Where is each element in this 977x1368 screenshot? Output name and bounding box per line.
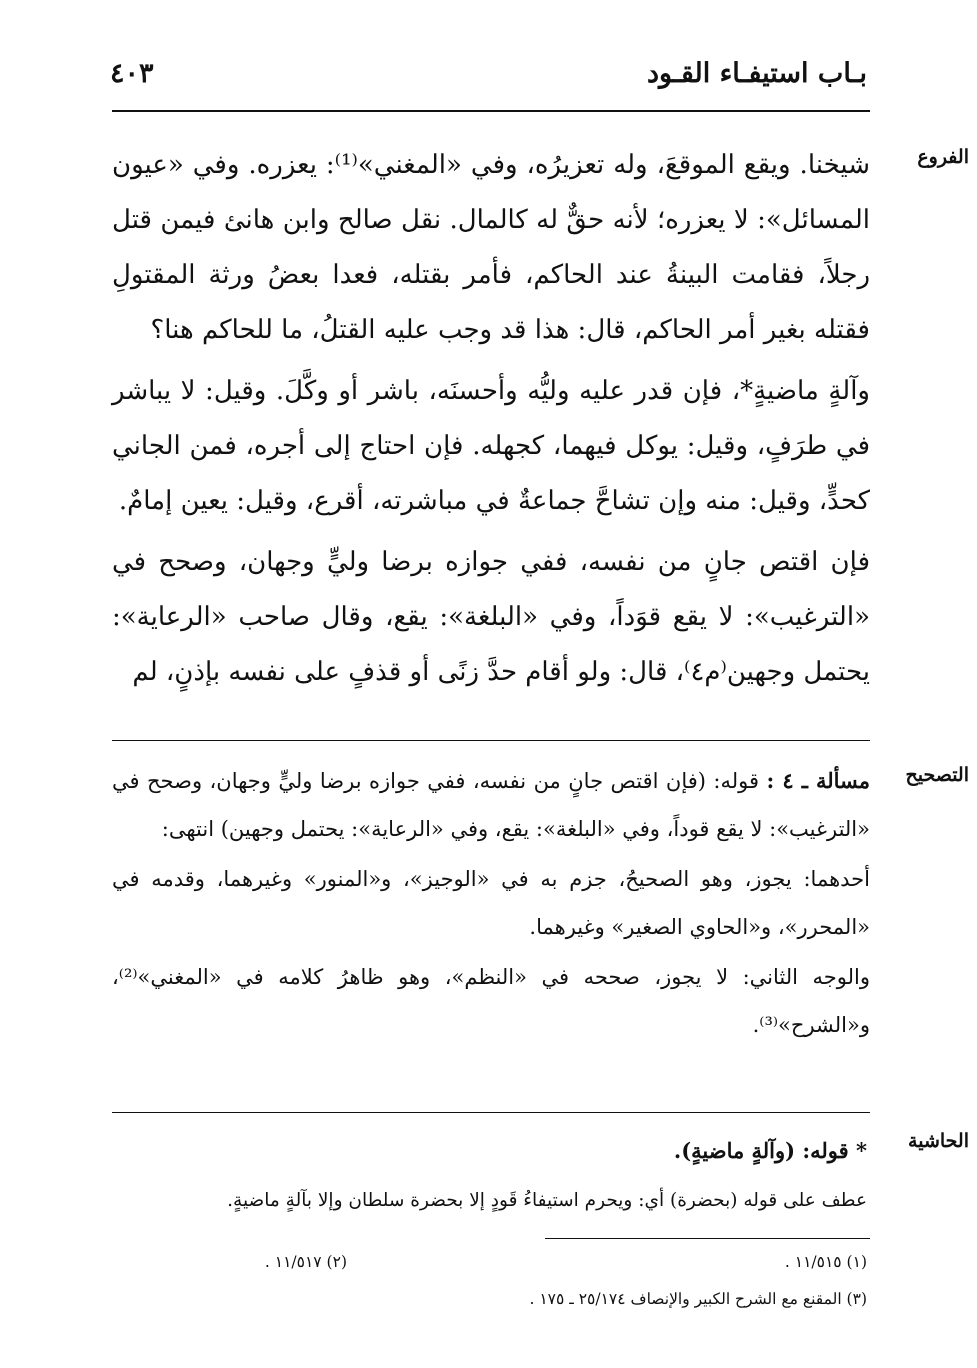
- main-paragraph: شيخنا. ويقع الموقعَ، وله تعزيرُه، وفي «المغني»⁽¹⁾: يعزره. وفي «عيون المسائل»: لا يعزره؛ لأنه حقٌّ له كالمال. نقل صالح وابن هانئ فيمن قتل رجلاً، فقامت البينةُ عند الحاكم، فأمر بقتله، فعدا بعضُ ورثة المقتولِ فقتله بغير أمر الحاكم، قال: هذا قد وجب عليه القتلُ، ما للحاكم هنا؟: [112, 150, 870, 345]
- tasheeh-text: [112, 757, 870, 1049]
- main-paragraph: فإن اقتص جانٍ من نفسه، ففي جوازه برضا وليٍّ وجهان، وصحح في «الترغيب»: لا يقع قوَداً، وفي «البلغة»: يقع، وقال صاحب «الرعاية»: يحتمل وجهين⁽م٤⁾، قال: ولو أقام حدَّ زنًى أو قذفٍ على نفسه بإذنٍ، لم: [112, 547, 870, 687]
- section-divider: [112, 1112, 870, 1113]
- running-title: بـاب استيفـاء القـود: [646, 58, 867, 89]
- page-number: ٤٠٣: [110, 58, 154, 89]
- header-rule: [112, 110, 870, 112]
- margin-label-tasheeh: التصحيح: [905, 764, 969, 786]
- tasheeh-paragraph: والوجه الثاني: لا يجوز، صححه في «النظم»، وهو ظاهرُ كلامه في «المغني»⁽²⁾، و«الشرح»⁽³⁾.: [112, 965, 870, 1037]
- masala-label: مسألة ـ ٤ :: [766, 768, 870, 793]
- main-paragraph: وآلةٍ ماضيةٍ*، فإن قدر عليه وليُّه وأحسنَه، باشر أو وكَّلَ. وقيل: لا يباشر في طرَفٍ، وقيل: يوكل فيهما، كجهله. فإن احتاج إلى أجره، فمن الجاني كحدٍّ، وقيل: منه وإن تشاحَّ جماعةٌ في مباشرته، أقرع، وقيل: يعين إمامٌ.: [112, 376, 870, 516]
- section-divider: [112, 740, 870, 741]
- main-text: [112, 138, 870, 700]
- margin-label-furu: الفروع: [917, 146, 969, 168]
- margin-label-hashiya: الحاشية: [908, 1130, 969, 1152]
- tasheeh-paragraph: مسألة ـ ٤ : قوله: (فإن اقتص جانٍ من نفسه، ففي جوازه برضا وليٍّ وجهان، وصحح في «الترغيب»: لا يقع قوداً، وفي «البلغة»: يقع، وفي «الرعاية»: يحتمل وجهين) انتهى:: [112, 768, 870, 841]
- footnote-2: (٢) ١١/٥١٧ .: [264, 1253, 347, 1271]
- hashiya-text: عطف على قوله (بحضرة) أي: ويحرم استيفاءُ قَودٍ إلا بحضرة سلطان وإلا بآلةٍ ماضيةٍ.: [227, 1190, 867, 1211]
- footnote-3: (٣) المقنع مع الشرح الكبير والإنصاف ٢٥/١٧٤ ـ ١٧٥ .: [529, 1290, 867, 1308]
- tasheeh-paragraph: أحدهما: يجوز، وهو الصحيحُ، جزم به في «الوجيز»، و«المنور» وغيرهما، وقدمه في «المحرر»، و«الحاوي الصغير» وغيرهما.: [112, 867, 870, 939]
- footnote-rule: [545, 1238, 870, 1239]
- hashiya-title: * قوله: (وآلةٍ ماضيةٍ).: [673, 1138, 867, 1163]
- footnote-1: (١) ١١/٥١٥ .: [784, 1253, 867, 1271]
